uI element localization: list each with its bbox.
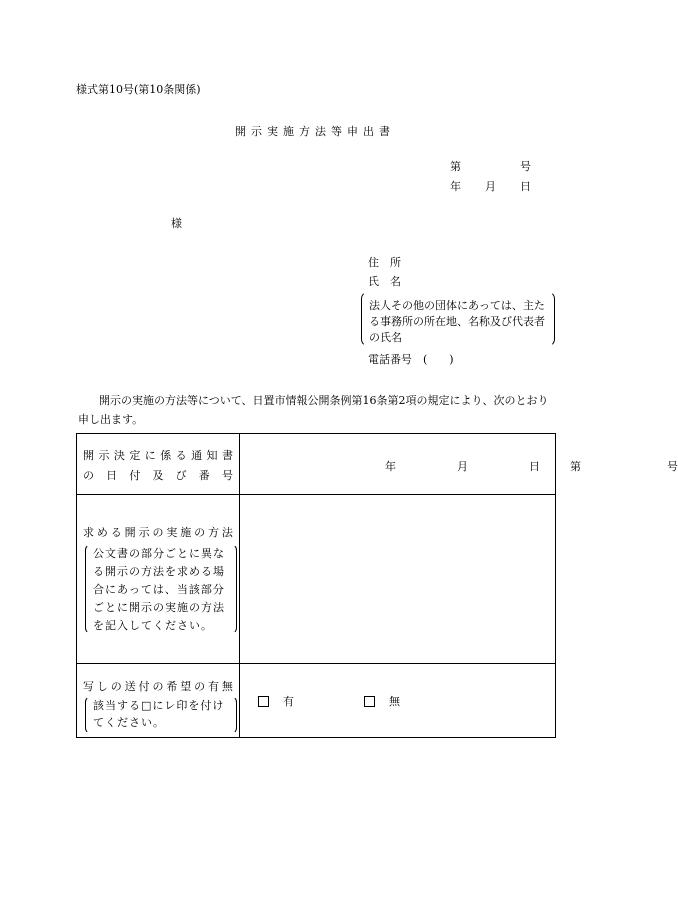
notice-date-number-field[interactable] (240, 434, 678, 495)
notice-day: 日 (529, 460, 540, 473)
address-label: 住 所 (368, 256, 401, 269)
form-id: 様式第10号(第10条関係) (76, 83, 201, 96)
copy-note-bracket (85, 696, 237, 734)
method-label: 求 め る 開 示 の 実 施 の 方 法 (83, 526, 233, 539)
method-note-bracket (85, 544, 237, 634)
copy-label-cell (77, 664, 240, 738)
corp-note-bracket (361, 291, 555, 347)
method-note: 公文書の部分ごとに異なる開示の方法を求める場合にあっては、当該部分ごとに開示の実施の方法を記入してください。 (93, 547, 225, 632)
notice-label-line2: の 日 付 及 び 番 号 (83, 469, 233, 482)
number-date-block (450, 161, 531, 201)
method-input-field[interactable] (240, 495, 556, 664)
application-table (76, 433, 678, 738)
option-no-label: 無 (389, 695, 400, 708)
table-row-notice (77, 434, 556, 495)
body-text: 開示の実施の方法等について、日置市情報公開条例第16条第2項の規定により、次のとおり申し出ます。 (78, 394, 549, 426)
option-yes-label: 有 (283, 695, 294, 708)
checkbox-yes[interactable] (258, 696, 269, 707)
option-no[interactable] (364, 696, 400, 707)
date-year: 年 (450, 180, 461, 193)
number-dai: 第 (450, 160, 461, 173)
method-label-cell (77, 495, 240, 664)
name-label: 氏 名 (368, 275, 401, 288)
copy-options-cell (240, 664, 556, 738)
table-row-copy (77, 664, 556, 738)
phone-label: 電話番号 ( ) (368, 353, 454, 366)
notice-year: 年 (385, 460, 396, 473)
copy-label: 写 し の 送 付 の 希 望 の 有 無 (83, 680, 233, 693)
checkbox-no[interactable] (364, 696, 375, 707)
option-yes[interactable] (258, 696, 294, 707)
date-day: 日 (520, 180, 531, 193)
notice-label-line1: 開 示 決 定 に 係 る 通 知 書 (83, 449, 233, 462)
table-row-method (77, 495, 556, 664)
notice-label-cell (77, 434, 240, 495)
number-go: 号 (520, 160, 531, 173)
notice-dai: 第 (570, 460, 581, 473)
document-title: 開示実施方法等申出書 (235, 125, 395, 138)
notice-go: 号 (667, 460, 678, 473)
notice-month: 月 (457, 460, 468, 473)
date-month: 月 (485, 180, 496, 193)
corp-note: 法人その他の団体にあっては、主たる事務所の所在地、名称及び代表者の氏名 (369, 299, 545, 344)
addressee-suffix: 様 (171, 217, 182, 230)
copy-note: 該当する□にレ印を付けてください。 (93, 699, 225, 729)
